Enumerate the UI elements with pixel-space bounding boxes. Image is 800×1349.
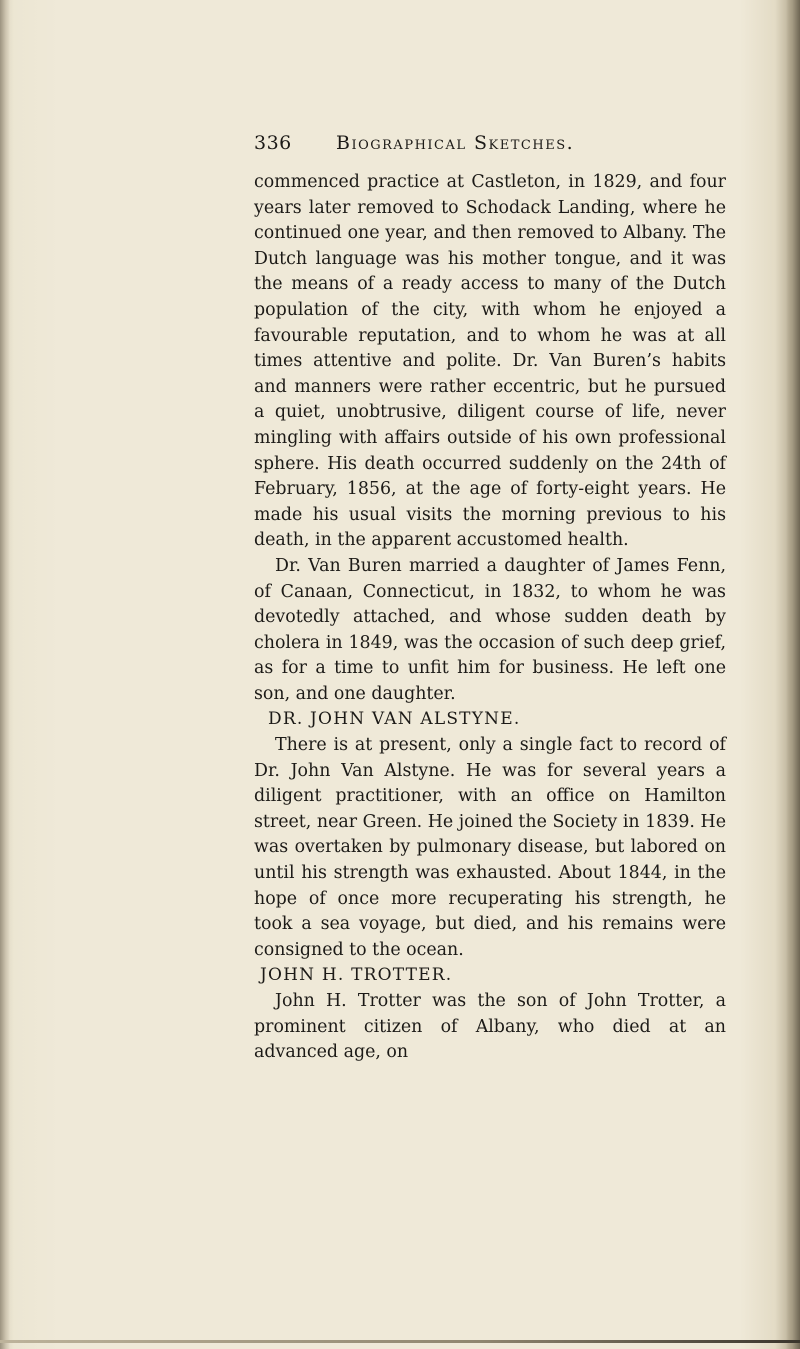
running-head: Biographical Sketches. — [336, 132, 575, 154]
page-number: 336 — [254, 132, 292, 154]
page-bottom-edge — [0, 1340, 800, 1343]
paragraph-van-alstyne: There is at present, only a single fact to record of Dr. John Van Alstyne. He was for several years a diligent practitioner, with an office on Hamilton street, near Green. He joined the Society in 1839. He was overtaken by pulmonary disease, but labored on until his strength was exhausted. About 1844, in the hope of once more recuperating his strength, he took a sea voyage, but died, and his remains were consigned to the ocean. — [254, 735, 726, 960]
page-left-edge-shadow — [0, 0, 10, 1349]
paragraph-continued: commenced practice at Castleton, in 1829, and four years later removed to Schodack Landing, where he continued one year, and then removed to Albany. The Dutch language was his mother tongue, and it was the means of a ready access to many of the Dutch population of the city, with whom he enjoyed a favourable reputation, and to whom he was at all times attentive and polite. Dr. Van Buren’s habits and manners were rather eccentric, but he pursued a quiet, unobtrusive, diligent course of life, never mingling with affairs outside of his own professional sphere. His death occurred suddenly on the 24th of February, 1856, at the age of forty-eight years. He made his usual visits the morning previous to his death, in the apparent accustomed health. — [254, 172, 726, 551]
page-right-edge-shadow — [786, 0, 800, 1349]
paragraph-trotter: John H. Trotter was the son of John Trotter, a prominent citizen of Albany, who died at an advanced age, on — [254, 991, 726, 1063]
section-heading-van-alstyne: DR. JOHN VAN ALSTYNE. — [268, 709, 521, 730]
section-heading-trotter: JOHN H. TROTTER. — [260, 965, 453, 986]
page-header — [254, 132, 774, 160]
body-text — [254, 170, 726, 1066]
paragraph-marriage: Dr. Van Buren married a daughter of James Fenn, of Canaan, Connecticut, in 1832, to whom he was devotedly attached, and whose sudden death by cholera in 1849, was the occasion of such deep grief, as for a time to unfit him for business. He left one son, and one daughter. — [254, 555, 726, 704]
